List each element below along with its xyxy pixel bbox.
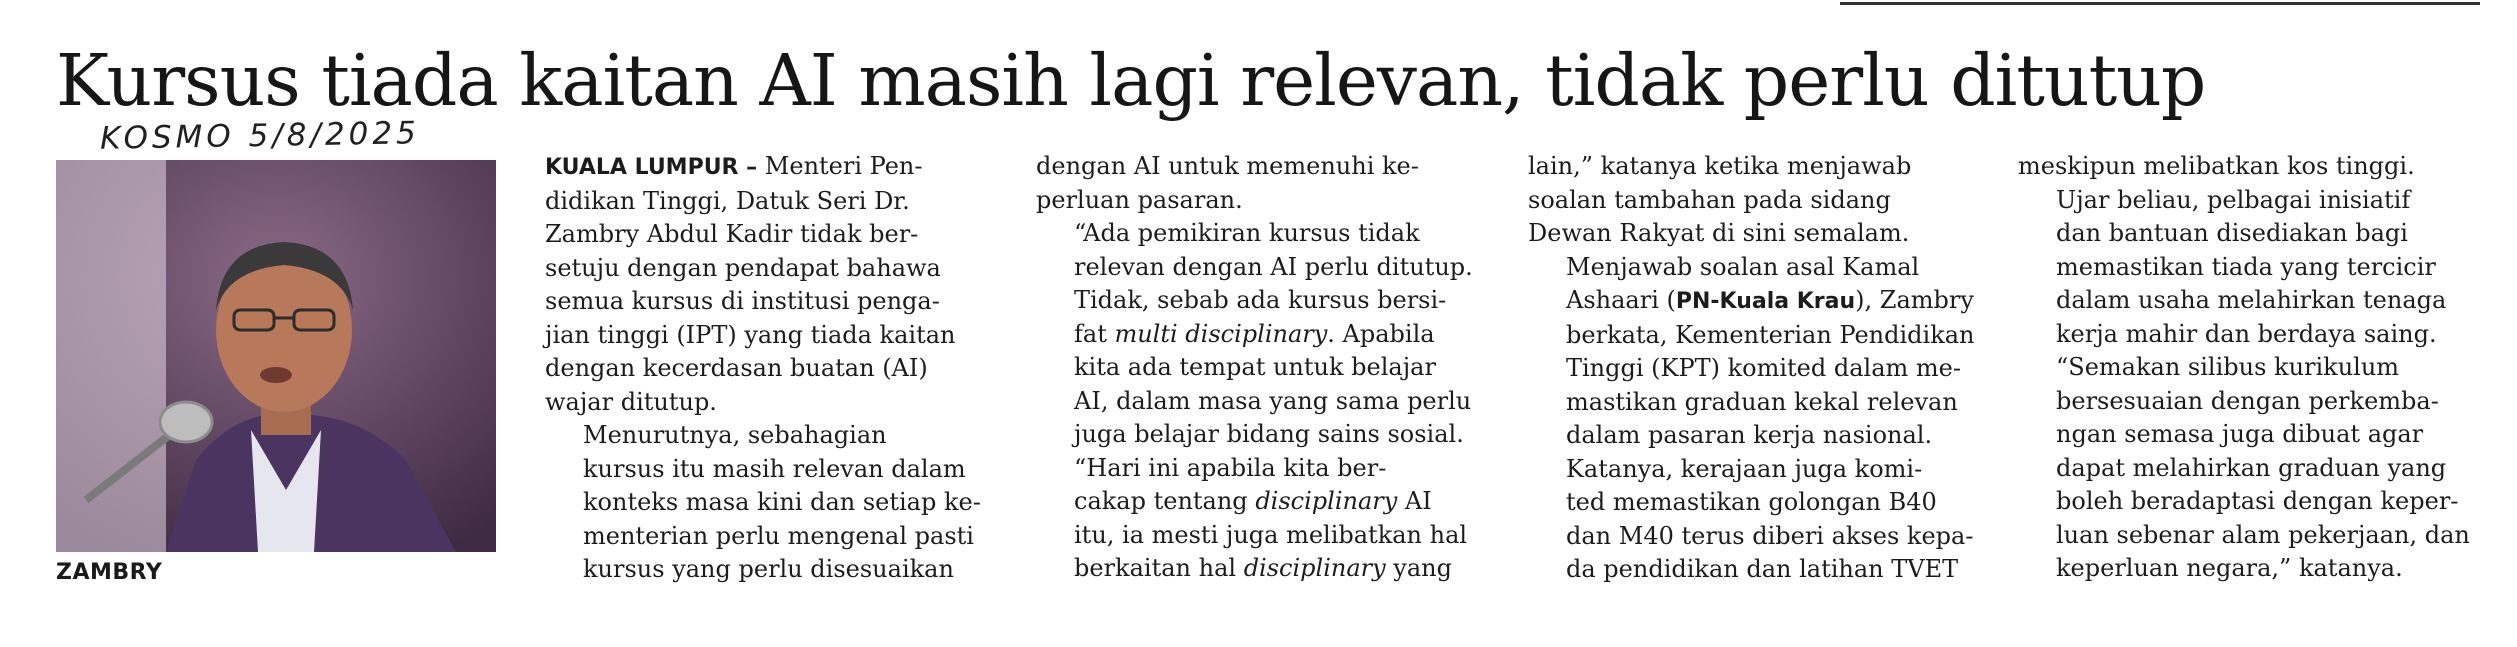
text-line: ngan semasa juga dibuat agar [2056,420,2424,448]
text-line: Ashaari (PN-Kuala Krau), Zambry [1566,286,1974,314]
paragraph [2018,184,2488,352]
text-line: Ujar beliau, pelbagai inisiatif [2056,185,2411,214]
text-line: setuju dengan pendapat bahawa [545,253,941,282]
text-line: didikan Tinggi, Datuk Seri Dr. [545,186,910,215]
dateline: KUALA LUMPUR – [545,155,758,180]
text-line: “Hari ini apabila kita ber- [1074,453,1387,482]
text-line: memastikan tiada yang tercicir [2056,252,2436,281]
text-line: KUALA LUMPUR – Menteri Pen- [545,152,923,180]
article-column-4 [2018,150,2488,586]
constituency-name: PN-Kuala Krau [1675,289,1856,314]
text-line: berkaitan hal disciplinary yang [1074,554,1452,582]
text-line: menterian perlu mengenal pasti [583,521,974,550]
text-line: mastikan graduan kekal relevan [1566,387,1958,416]
text-line: dalam usaha melahirkan tenaga [2056,286,2447,314]
text-line: Menurutnya, sebahagian [583,421,887,449]
text-line: dengan kecerdasan buatan (AI) [545,354,928,382]
text-line: relevan dengan AI perlu ditutup. [1074,252,1473,281]
photo-caption: ZAMBRY [56,560,163,585]
handwritten-source-note: KOSMO 5/8/2025 [99,115,421,157]
text-line: da pendidikan dan latihan TVET [1566,555,1959,583]
text-line: perluan pasaran. [1036,185,1243,214]
text-line: dan M40 terus diberi akses kepa- [1566,521,1974,550]
text-line: kursus yang perlu disesuaikan [583,555,954,583]
text-line: itu, ia mesti juga melibatkan hal [1074,520,1468,549]
text-line: Dewan Rakyat di sini semalam. [1528,219,1910,247]
text-line: semua kursus di institusi penga- [545,287,940,315]
article-column-1 [545,150,995,587]
paragraph [1036,150,1486,217]
text-line: fat multi disciplinary. Apabila [1074,319,1435,348]
italic-term: multi disciplinary [1114,319,1328,348]
text-line: lain,” katanya ketika menjawab [1528,152,1912,180]
paragraph [2018,150,2488,184]
text-line: konteks masa kini dan setiap ke- [583,488,981,516]
paragraph [1528,251,1978,453]
text-line: kita ada tempat untuk belajar [1074,353,1436,381]
text-line: dan bantuan disediakan bagi [2056,219,2408,247]
top-rule [1840,2,2480,5]
text-line: soalan tambahan pada sidang [1528,185,1891,214]
paragraph [2018,351,2488,586]
paragraph [545,150,995,419]
text-line: berkata, Kementerian Pendidikan [1566,320,1975,349]
text-line: Tidak, sebab ada kursus bersi- [1074,286,1447,314]
article-column-2 [1036,150,1486,586]
text-line: “Ada pemikiran kursus tidak [1074,219,1420,247]
paragraph [1036,217,1486,452]
article-column-3 [1528,150,1978,587]
text-line: jian tinggi (IPT) yang tiada kaitan [545,320,956,349]
paragraph [1036,452,1486,586]
text-line: kursus itu masih relevan dalam [583,454,966,483]
text-line: bersesuaian dengan perkemba- [2056,386,2439,415]
text-line: Zambry Abdul Kadir tidak ber- [545,220,919,248]
text-line: AI, dalam masa yang sama perlu [1074,386,1472,415]
text-line: wajar ditutup. [545,387,717,416]
paragraph [1528,150,1978,251]
text-line: dengan AI untuk memenuhi ke- [1036,152,1419,180]
text-line: keperluan negara,” katanya. [2056,554,2403,582]
text-line: dapat melahirkan graduan yang [2056,453,2447,482]
text-line: “Semakan silibus kurikulum [2056,353,2400,381]
text-line: boleh beradaptasi dengan keper- [2056,487,2459,515]
text-line: dalam pasaran kerja nasional. [1566,421,1933,449]
text-line: Katanya, kerajaan juga komi- [1566,454,1923,483]
text-line: Tinggi (KPT) komited dalam me- [1566,354,1961,382]
paragraph [545,419,995,587]
italic-term: disciplinary [1243,554,1386,582]
speaker-portrait-icon [56,160,496,552]
text-line: cakap tentang disciplinary AI [1074,487,1432,515]
italic-term: disciplinary [1255,487,1398,515]
headline: Kursus tiada kaitan AI masih lagi relevan, tidak perlu ditutup [56,39,2206,122]
article-photo [56,160,496,552]
text-line: kerja mahir dan berdaya saing. [2056,319,2437,348]
text-line: meskipun melibatkan kos tinggi. [2018,152,2415,180]
text-line: luan sebenar alam pekerjaan, dan [2056,520,2470,549]
text-line: ted memastikan golongan B40 [1566,488,1937,516]
text-line: juga belajar bidang sains sosial. [1074,420,1464,448]
paragraph [1528,453,1978,587]
text-line: Menjawab soalan asal Kamal [1566,252,1920,281]
